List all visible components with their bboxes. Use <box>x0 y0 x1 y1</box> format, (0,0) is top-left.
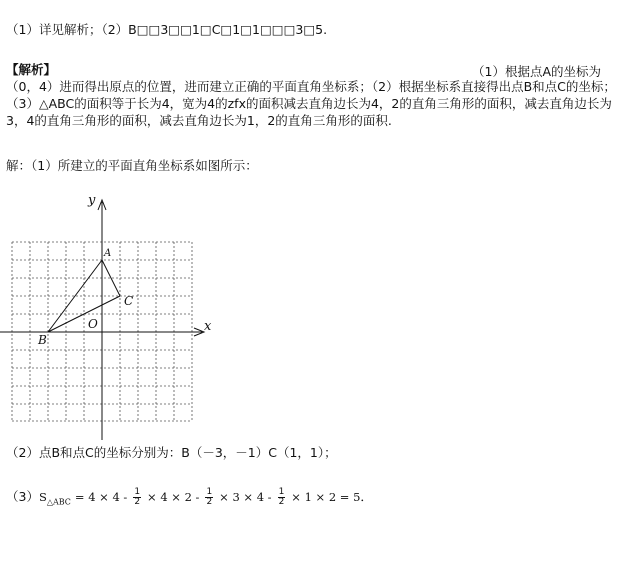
part3-prefix: （3） <box>6 489 39 504</box>
eq-term-4: × 1 × 2 = 5 <box>291 490 361 504</box>
answer-line: （1）详见解析；（2）B□□3□□1□C□1□1□□□3□5. <box>6 22 328 37</box>
eq-term-3: × 3 × 4 - <box>219 490 272 504</box>
part3-line <box>6 484 373 516</box>
axis-label-x: x <box>204 319 212 334</box>
eq-end: ． <box>360 489 373 504</box>
area-subscript: △ABC <box>46 497 71 507</box>
eq-term-1: = 4 × 4 - <box>74 490 128 504</box>
point-a-label: A <box>104 248 112 259</box>
coordinate-figure <box>0 188 232 444</box>
analysis-text: （0，4）进而得出原点的位置，进而建立正确的平面直角坐标系；（2）根据坐标系直接得出点B和点C的坐标；（3）△ABC的面积等于长为4，宽为4的zfx的面积减去直角边长为4，2的直角三角形的面积，减去直角边长为3，4的直角三角形的面积，减去直角边长为1，2的直角三角形的面积. <box>6 79 616 128</box>
fraction-3: $\frac{1}{2}$ <box>278 487 285 507</box>
fraction-1: $\frac{1}{2}$ <box>134 487 141 507</box>
point-b-label: B <box>38 333 47 347</box>
area-symbol: S <box>38 490 47 504</box>
solution-line: 解：（1）所建立的平面直角坐标系如图所示： <box>6 158 258 173</box>
eq-term-2: × 4 × 2 - <box>147 490 200 504</box>
point-c-label: C <box>124 294 134 308</box>
axis-label-y: y <box>88 193 96 208</box>
part2-line: （2）点B和点C的坐标分别为：B（－3，－1）C（1，1）； <box>6 445 337 460</box>
fraction-2: $\frac{1}{2}$ <box>206 487 213 507</box>
analysis-label: 【解析】 <box>6 62 57 77</box>
origin-label: O <box>88 317 98 331</box>
analysis-line1-right: （1）根据点A的坐标为 <box>472 64 602 79</box>
